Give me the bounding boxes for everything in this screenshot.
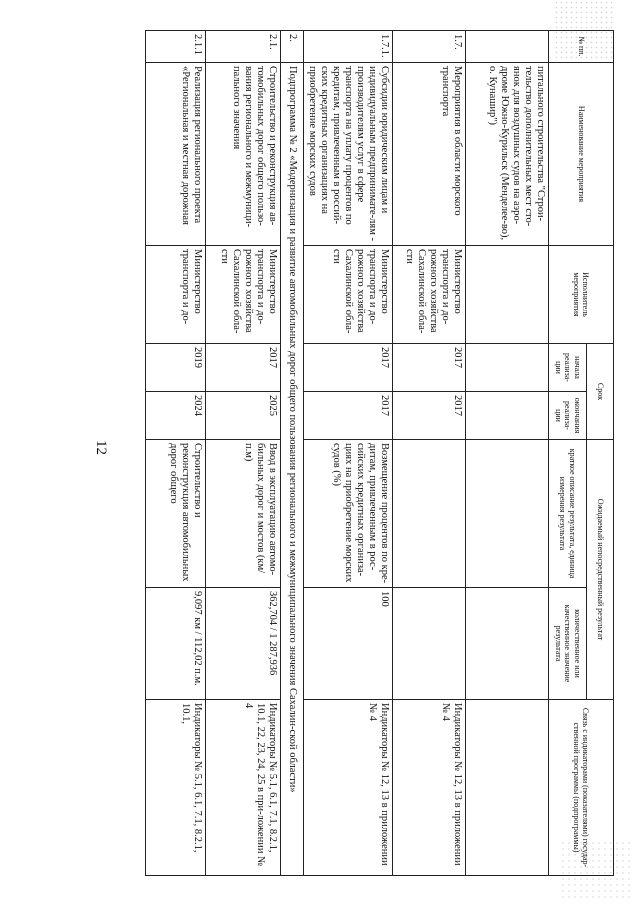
cell-end [466,392,549,440]
cell-name: Строительство и реконструкция ав-томобильных дорог общего пользо-вания регионального и межмуници-пального значения [206,63,281,246]
cell-end: 2024 [146,392,206,440]
header-expected: Ожидаемый непосредственный результат [587,440,614,700]
cell-link: Индикаторы № 5.1, 6.1, 7.1, 8.2.1, 10.1, [146,700,206,876]
cell-end: 2017 [304,392,393,440]
table-row [206,31,281,876]
table-row [146,31,206,876]
cell-link: Индикаторы № 5.1, 6.1, 7.1, 8.2.1, 10.1, 22, 23, 24, 25 в при-ложении № 4 [206,700,281,876]
cell-name: Реализация регионального проекта «Региональная и местная дорожная [146,63,206,246]
cell-value: 362,704 / 1 287,936 [206,588,281,700]
header-row [587,31,614,876]
cell-value: 9,097 км / 112,02 п.м. [146,588,206,700]
cell-name: Мероприятия в области морского транспорта [393,63,466,246]
page-number: 12 [93,440,109,455]
table-row [304,31,393,876]
cell-desc: Ввод в эксплуатацию автомо-бильных дорог и мостов (км/п.м) [206,440,281,588]
header-term: Срок [587,344,614,440]
cell-desc: Возмещение процентов по кре-дитам, привлеченным в рос-сийских кредитных организа-циях на приобретение морских судов (%) [304,440,393,588]
cell-num: 1.7.1. [304,31,393,63]
cell-start: 2017 [206,344,281,392]
cell-start: 2017 [304,344,393,392]
table-row [466,31,549,876]
header-term-end: окончания реализа-ции [549,392,587,440]
header-expected-desc: краткое описание результата, единица измерения результата [549,440,587,588]
cell-num [466,31,549,63]
cell-start: 2017 [393,344,466,392]
header-term-start: начала реализа-ции [549,344,587,392]
header-expected-value: количественное или качественное значение результата [549,588,587,700]
cell-end: 2025 [206,392,281,440]
cell-num: 2.1.1 [146,31,206,63]
cell-executor: Министерство транспорта и до- [146,246,206,344]
cell-executor: Министерство транспорта и до-рожного хозяйства Сахалинской обла-сти [393,246,466,344]
header-name: Наименование мероприятия [549,63,614,246]
cell-executor [466,246,549,344]
cell-link [466,700,549,876]
header-executor: Исполнитель мероприятия [549,246,614,344]
table-row [393,31,466,876]
cell-start: 2019 [146,344,206,392]
cell-desc: Строительство и реконструкция автомобильных дорог общего [146,440,206,588]
section-row [281,31,304,876]
program-table [145,30,614,876]
cell-desc [466,440,549,588]
cell-name: Субсидии юридическим лицам и индивидуальным предпринимате-лям - производителям услуг в сфере транспорта на уплату процентов по кредитам, привлеченным в россий-ских кредитных организациях на приобретение морских судов [304,63,393,246]
header-link: Связь с индикаторами (показателями) государ-ственной программы (подпрограммы) [549,700,614,876]
cell-num: 2. [281,31,304,63]
cell-num: 1.7. [393,31,466,63]
cell-desc [393,440,466,588]
cell-executor: Министерство транспорта и до-рожного хозяйства Сахалинской обла-сти [304,246,393,344]
header-num: № пп. [549,31,614,63]
cell-num: 2.1. [206,31,281,63]
cell-name: питального строительства "Строи-тельство дополнительных мест сто-янок для воздушных судов на аэро-дроме Южно-Курильск (Менделее-во), о. Кунашир") [466,63,549,246]
cell-end: 2017 [393,392,466,440]
subprogram-title: Подпрограмма № 2 «Модернизация и развитие автомобильных дорог общего пользования регионального и межмуниципального значения Сахалин-ской области» [281,63,304,876]
cell-start [466,344,549,392]
cell-executor: Министерство транспорта и до-рожного хозяйства Сахалинской обла-сти [206,246,281,344]
cell-value [393,588,466,700]
cell-value [466,588,549,700]
cell-link: Индикаторы № 12, 13 в приложении № 4 [304,700,393,876]
cell-value: 100 [304,588,393,700]
cell-link: Индикаторы № 12, 13 в приложении № 4 [393,700,466,876]
